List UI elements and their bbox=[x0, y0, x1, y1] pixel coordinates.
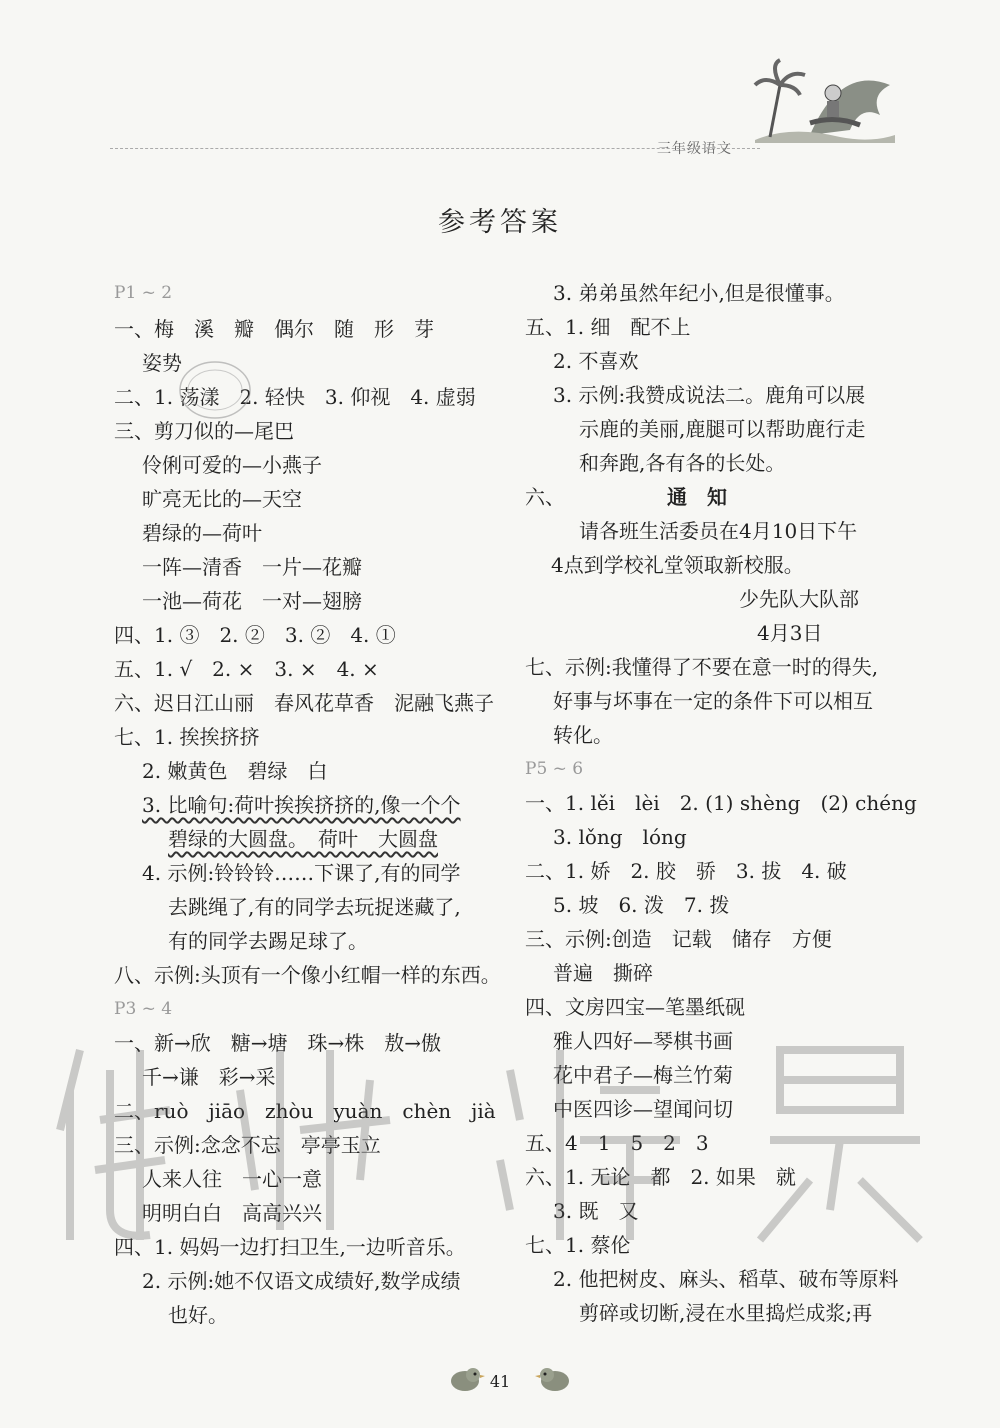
answer-line: 二、1. 荡漾 2. 轻快 3. 仰视 4. 虚弱 bbox=[114, 385, 476, 409]
answer-line: 3. lǒng lóng bbox=[553, 825, 687, 849]
answer-line: 少先队大队部 bbox=[739, 587, 859, 611]
answer-line: 碧绿的大圆盘。 荷叶 大圆盘 bbox=[168, 827, 438, 851]
answer-line: 七、1. 蔡伦 bbox=[525, 1233, 631, 1257]
answer-line: 六、 bbox=[525, 485, 565, 509]
answer-line: 五、4 1 5 2 3 bbox=[525, 1131, 709, 1155]
answer-line: 4. 示例:铃铃铃……下课了,有的同学 bbox=[142, 861, 461, 885]
page-range-label: P3 ~ 4 bbox=[114, 999, 173, 1019]
answer-line: 一、梅 溪 瓣 偶尔 随 形 芽 bbox=[114, 317, 434, 341]
answer-line: 三、示例:念念不忘 亭亭玉立 bbox=[114, 1133, 381, 1157]
answer-line: 三、示例:创造 记载 储存 方便 bbox=[525, 927, 832, 951]
stamp-mark bbox=[175, 355, 255, 425]
answer-line: 碧绿的—荷叶 bbox=[142, 521, 262, 545]
answer-line: 4月3日 bbox=[757, 621, 823, 645]
surfing-boy-illustration bbox=[750, 55, 900, 145]
answer-line: 中医四诊—望闻问切 bbox=[553, 1097, 733, 1121]
answer-line: 一、新→欣 糖→塘 珠→株 敖→傲 bbox=[114, 1031, 442, 1055]
answer-line: 花中君子—梅兰竹菊 bbox=[553, 1063, 733, 1087]
answer-line: 3. 弟弟虽然年纪小,但是很懂事。 bbox=[553, 281, 845, 305]
answer-line: 普遍 撕碎 bbox=[553, 961, 653, 985]
answer-line: 七、1. 挨挨挤挤 bbox=[114, 725, 260, 749]
answer-line: 5. 坡 6. 泼 7. 拨 bbox=[553, 893, 730, 917]
answer-line: 去跳绳了,有的同学去玩捉迷藏了, bbox=[168, 895, 461, 919]
answer-line: 六、1. 无论 都 2. 如果 就 bbox=[525, 1165, 796, 1189]
answer-line: 七、示例:我懂得了不要在意一时的得失, bbox=[525, 655, 879, 679]
answer-line: 2. 他把树皮、麻头、稻草、破布等原料 bbox=[553, 1267, 899, 1291]
answer-line: 2. 嫩黄色 碧绿 白 bbox=[142, 759, 328, 783]
answer-line: 明明白白 高高兴兴 bbox=[142, 1201, 322, 1225]
answer-line: 4点到学校礼堂领取新校服。 bbox=[551, 553, 804, 577]
bird-right-icon bbox=[535, 1363, 575, 1393]
answer-line: 转化。 bbox=[553, 723, 613, 747]
answer-line: 请各班生活委员在4月10日下午 bbox=[579, 519, 858, 543]
answer-line: 一池—荷花 一对—翅膀 bbox=[142, 589, 362, 613]
answer-line: 雅人四好—琴棋书画 bbox=[553, 1029, 733, 1053]
answer-line: 人来人往 一心一意 bbox=[142, 1167, 322, 1191]
answer-line: 五、1. √ 2. × 3. × 4. × bbox=[114, 657, 379, 681]
answer-line: 二、1. 娇 2. 胶 骄 3. 拔 4. 破 bbox=[525, 859, 847, 883]
page-range-label: P1 ~ 2 bbox=[114, 283, 173, 303]
header-divider bbox=[110, 148, 760, 149]
answer-line: 四、1. ③ 2. ② 3. ② 4. ① bbox=[114, 623, 396, 647]
answer-line: 四、文房四宝—笔墨纸砚 bbox=[525, 995, 745, 1019]
answer-line: 好事与坏事在一定的条件下可以相互 bbox=[553, 689, 873, 713]
page-number: 41 bbox=[489, 1372, 511, 1391]
answer-line: 有的同学去踢足球了。 bbox=[168, 929, 368, 953]
grade-label: 三年级语文 bbox=[657, 141, 732, 157]
answer-line: 2. 不喜欢 bbox=[553, 349, 639, 373]
answer-line: 3. 示例:我赞成说法二。鹿角可以展 bbox=[553, 383, 866, 407]
answer-line: 二、ruò jiāo zhòu yuàn chèn jià bbox=[114, 1099, 496, 1123]
answer-line: 八、示例:头顶有一个像小红帽一样的东西。 bbox=[114, 963, 501, 987]
answer-line: 四、1. 妈妈一边打扫卫生,一边听音乐。 bbox=[114, 1235, 466, 1259]
answer-line: 三、剪刀似的—尾巴 bbox=[114, 419, 294, 443]
answer-line: 和奔跑,各有各的长处。 bbox=[579, 451, 786, 475]
answer-line: 3. 比喻句:荷叶挨挨挤挤的,像一个个 bbox=[142, 793, 461, 817]
answer-line: 也好。 bbox=[168, 1303, 228, 1327]
answer-line: 一、1. lěi lèi 2. (1) shèng (2) chéng bbox=[525, 791, 917, 815]
page-range-label: P5 ~ 6 bbox=[525, 759, 584, 779]
answer-line: 3. 既 又 bbox=[553, 1199, 639, 1223]
answer-line: 五、1. 细 配不上 bbox=[525, 315, 691, 339]
answer-line: 一阵—清香 一片—花瓣 bbox=[142, 555, 362, 579]
answer-line: 2. 示例:她不仅语文成绩好,数学成绩 bbox=[142, 1269, 461, 1293]
answer-line: 示鹿的美丽,鹿腿可以帮助鹿行走 bbox=[579, 417, 866, 441]
answer-line: 姿势 bbox=[142, 351, 182, 375]
page-title: 参考答案 bbox=[438, 207, 562, 238]
answer-line: 伶俐可爱的—小燕子 bbox=[142, 453, 322, 477]
answer-line: 通 知 bbox=[667, 485, 727, 509]
answer-line: 千→谦 彩→采 bbox=[142, 1065, 276, 1089]
answer-line: 剪碎或切断,浸在水里捣烂成浆;再 bbox=[579, 1301, 873, 1325]
answer-line: 旷亮无比的—天空 bbox=[142, 487, 302, 511]
answer-line: 六、迟日江山丽 春风花草香 泥融飞燕子 bbox=[114, 691, 494, 715]
